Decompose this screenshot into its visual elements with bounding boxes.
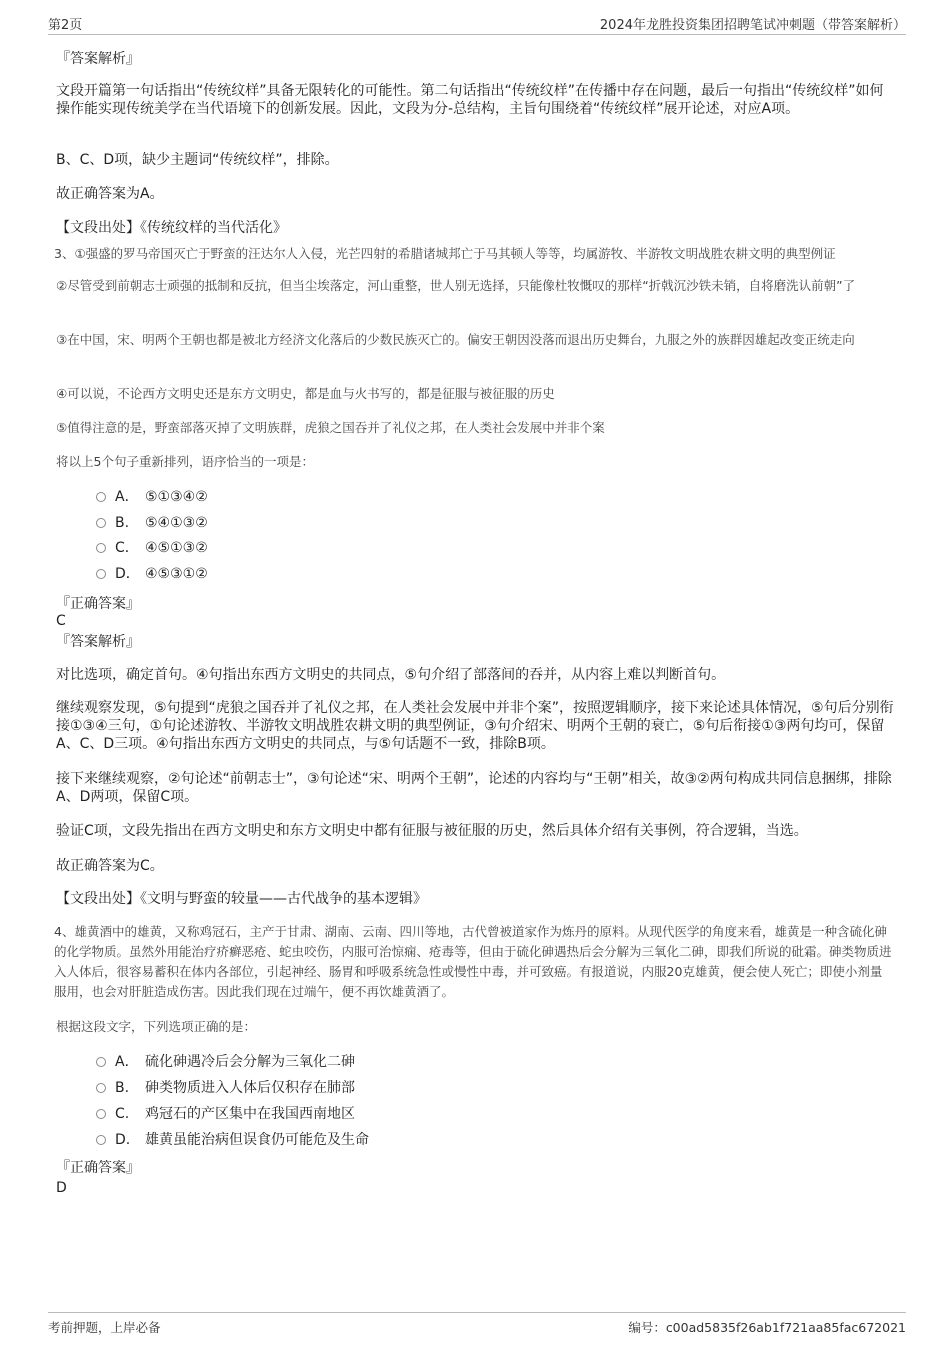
q4-option-a[interactable]: A． 硫化砷遇冷后会分解为三氧化二砷 bbox=[96, 1053, 355, 1071]
page-footer bbox=[48, 1312, 906, 1337]
q3-answer-label: 『正确答案』 bbox=[56, 596, 140, 612]
q3-analysis-paragraph: 故正确答案为C。 bbox=[56, 858, 164, 874]
q3-sentence: ④可以说，不论西方文明史还是东方文明史，都是血与火书写的，都是征服与被征服的历史 bbox=[56, 386, 555, 401]
radio-button[interactable] bbox=[96, 1109, 106, 1119]
q3-sentence: 3、①强盛的罗马帝国灭亡于野蛮的汪达尔人入侵，光芒四射的希腊诸城邦亡于马其顿人等等，均属游牧、半游牧文明战胜农耕文明的典型例证 bbox=[54, 246, 836, 261]
document-title: 2024年龙胜投资集团招聘笔试冲刺题（带答案解析） bbox=[599, 18, 906, 33]
q3-option-d[interactable]: D． ④⑤③①② bbox=[96, 565, 208, 583]
q4-prompt: 根据这段文字，下列选项正确的是： bbox=[56, 1019, 257, 1034]
q3-answer: C bbox=[56, 613, 66, 629]
radio-button[interactable] bbox=[96, 543, 106, 553]
q4-passage: 4、雄黄酒中的雄黄，又称鸡冠石，主产于甘肃、湖南、云南、四川等地，古代曾被道家作为炼丹的原料。从现代医学的角度来看，雄黄是一种含硫化砷的化学物质。虽然外用能治疗疥癣恶疮、蛇虫咬伤，内服可治惊痫、疮毒等，但由于硫化砷遇热后会分解为三氧化二砷，即我们所说的砒霜。砷类物质进入人体后，很容易蓄积在体内各部位，引起神经、肠胃和呼吸系统急性或慢性中毒，并可致癌。有报道说，内服20克雄黄，便会使人死亡；即使小剂量服用，也会对肝脏造成伤害。因此我们现在过端午，便不再饮雄黄酒了。 bbox=[54, 924, 892, 999]
radio-button[interactable] bbox=[96, 492, 106, 502]
q3-option-b[interactable]: B. ⑤④①③② bbox=[96, 514, 208, 532]
q3-sentence: ②尽管受到前朝志士顽强的抵制和反抗，但当尘埃落定，河山重整，世人别无选择，只能像杜牧慨叹的那样“折戟沉沙铁未销，自将磨洗认前朝”了 bbox=[56, 278, 856, 293]
q3-option-c[interactable]: C． ④⑤①③② bbox=[96, 539, 208, 557]
q2-analysis-paragraph: B、C、D项，缺少主题词“传统纹样”，排除。 bbox=[56, 152, 339, 168]
q2-analysis-label: 『答案解析』 bbox=[56, 51, 140, 67]
q3-analysis-label: 『答案解析』 bbox=[56, 634, 140, 650]
q4-option-d[interactable]: D. 雄黄虽能治病但误食仍可能危及生命 bbox=[96, 1131, 369, 1149]
q2-analysis-paragraph: 故正确答案为A。 bbox=[56, 186, 164, 202]
q4-answer-label: 『正确答案』 bbox=[56, 1160, 140, 1176]
page-header bbox=[48, 12, 906, 35]
q3-analysis-paragraph: 对比选项，确定首句。④句指出东西方文明史的共同点，⑤句介绍了部落间的吞并，从内容上难以判断首句。 bbox=[56, 667, 726, 683]
q4-option-c[interactable]: C. 鸡冠石的产区集中在我国西南地区 bbox=[96, 1105, 355, 1123]
page-number: 第2页 bbox=[48, 18, 83, 33]
q4-answer: D bbox=[56, 1180, 67, 1196]
radio-button[interactable] bbox=[96, 1135, 106, 1145]
radio-button[interactable] bbox=[96, 1083, 106, 1093]
q3-analysis-paragraph: 接下来继续观察，②句论述“前朝志士”，③句论述“宋、明两个王朝”，论述的内容均与“王朝”相关，故③②两句构成共同信息捆绑，排除A、D两项，保留C项。 bbox=[56, 771, 892, 805]
radio-button[interactable] bbox=[96, 569, 106, 579]
radio-button[interactable] bbox=[96, 518, 106, 528]
footer-slogan: 考前押题，上岸必备 bbox=[48, 1320, 161, 1335]
q4-option-b[interactable]: B. 砷类物质进入人体后仅积存在肺部 bbox=[96, 1079, 355, 1097]
q3-analysis-paragraph: 验证C项，文段先指出在西方文明史和东方文明史中都有征服与被征服的历史，然后具体介绍有关事例，符合逻辑，当选。 bbox=[56, 823, 808, 839]
q3-analysis-paragraph: 继续观察发现，⑤句提到“虎狼之国吞并了礼仪之邦，在人类社会发展中并非个案”，按照逻辑顺序，接下来论述具体情况，⑤句后分别衔接①③④三句，①句论述游牧、半游牧文明战胜农耕文明的典型例证，③句介绍宋、明两个王朝的衰亡，⑤句后衔接①③两句均可，保留A、C、D三项。④句指出东西方文明史的共同点，与⑤句话题不一致，排除B项。 bbox=[56, 700, 894, 752]
q3-sentence: ③在中国，宋、明两个王朝也都是被北方经济文化落后的少数民族灭亡的。偏安王朝因没落而退出历史舞台，九服之外的族群因雄起改变正统走向 bbox=[56, 332, 855, 347]
radio-button[interactable] bbox=[96, 1057, 106, 1067]
q3-source: 【文段出处】《文明与野蛮的较量——古代战争的基本逻辑》 bbox=[56, 891, 427, 907]
document-id: 编号：c00ad5835f26ab1f721aa85fac672021 bbox=[628, 1320, 906, 1335]
q3-sentence: ⑤值得注意的是，野蛮部落灭掉了文明族群，虎狼之国吞并了礼仪之邦，在人类社会发展中并非个案 bbox=[56, 420, 605, 435]
q2-analysis-paragraph: 文段开篇第一句话指出“传统纹样”具备无限转化的可能性。第二句话指出“传统纹样”在传播中存在问题，最后一句指出“传统纹样”如何操作能实现传统美学在当代语境下的创新发展。因此，文段为分-总结构，主旨句围绕着“传统纹样”展开论述，对应A项。 bbox=[56, 83, 884, 117]
q2-source: 【文段出处】《传统纹样的当代活化》 bbox=[56, 220, 287, 236]
q3-prompt: 将以上5个句子重新排列，语序恰当的一项是： bbox=[56, 454, 314, 469]
q3-option-a[interactable]: A． ⑤①③④② bbox=[96, 488, 208, 506]
